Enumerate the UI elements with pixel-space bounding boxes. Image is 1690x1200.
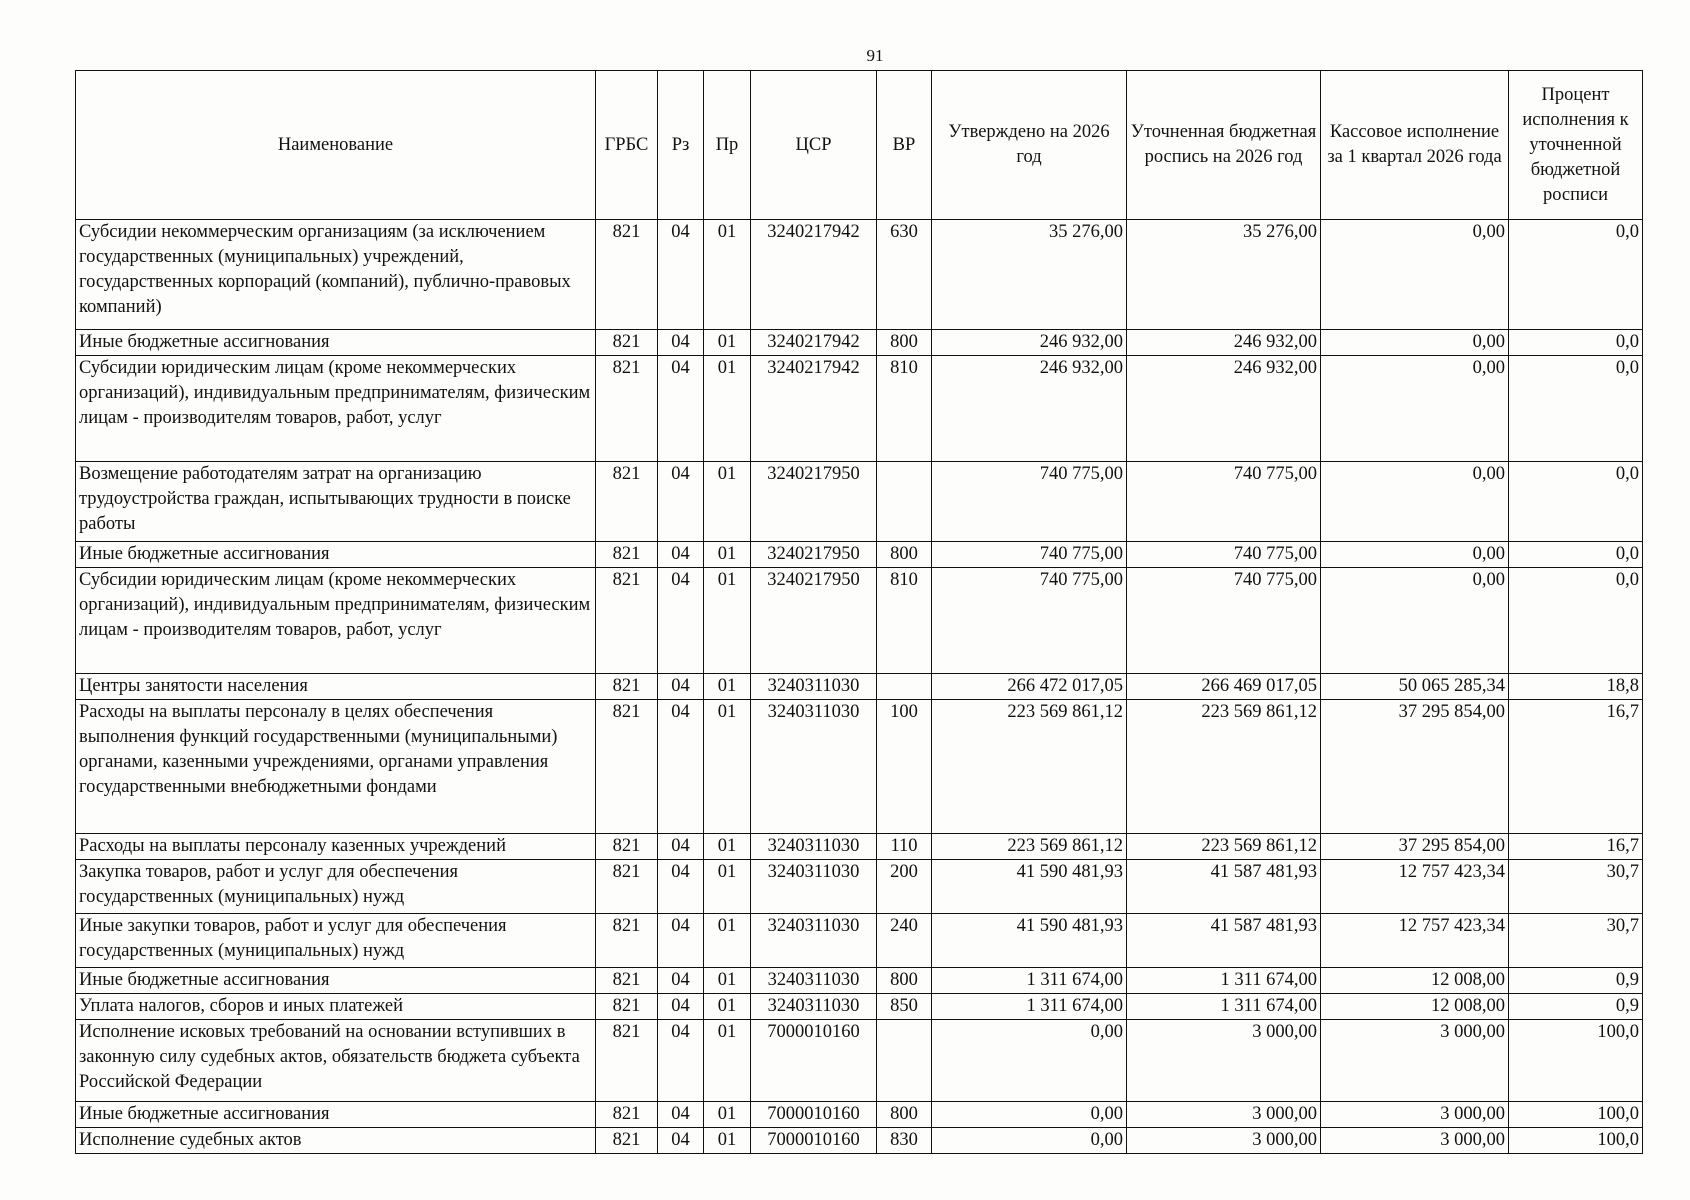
- table-row: [76, 542, 1643, 568]
- header-grbs: ГРБС: [596, 71, 658, 220]
- cell-csr: 3240217942: [751, 356, 877, 462]
- cell-rz: 04: [658, 220, 704, 330]
- cell-cash: 37 295 854,00: [1321, 834, 1509, 860]
- cell-name: Центры занятости населения: [76, 674, 596, 700]
- cell-percent: 0,0: [1509, 568, 1643, 674]
- cell-csr: 3240217950: [751, 462, 877, 542]
- cell-name: Иные бюджетные ассигнования: [76, 542, 596, 568]
- cell-grbs: 821: [596, 860, 658, 914]
- cell-name: Закупка товаров, работ и услуг для обеспечения государственных (муниципальных) нужд: [76, 860, 596, 914]
- cell-pr: 01: [704, 700, 751, 834]
- cell-csr: 3240311030: [751, 914, 877, 968]
- cell-pr: 01: [704, 914, 751, 968]
- cell-csr: 3240311030: [751, 700, 877, 834]
- cell-approved: 0,00: [932, 1128, 1127, 1154]
- cell-refined: 740 775,00: [1127, 462, 1321, 542]
- cell-csr: 7000010160: [751, 1020, 877, 1102]
- cell-cash: 50 065 285,34: [1321, 674, 1509, 700]
- cell-approved: 1 311 674,00: [932, 994, 1127, 1020]
- cell-name: Субсидии некоммерческим организациям (за исключением государственных (муниципальных) учреждений, государственных корпораций (компаний), публично-правовых компаний): [76, 220, 596, 330]
- table-row: [76, 462, 1643, 542]
- cell-grbs: 821: [596, 834, 658, 860]
- cell-vr: 200: [877, 860, 932, 914]
- cell-grbs: 821: [596, 994, 658, 1020]
- cell-cash: 0,00: [1321, 330, 1509, 356]
- cell-refined: 266 469 017,05: [1127, 674, 1321, 700]
- cell-cash: 12 757 423,34: [1321, 914, 1509, 968]
- cell-approved: 246 932,00: [932, 330, 1127, 356]
- cell-refined: 41 587 481,93: [1127, 860, 1321, 914]
- cell-cash: 0,00: [1321, 462, 1509, 542]
- cell-approved: 41 590 481,93: [932, 860, 1127, 914]
- header-percent: Процент исполнения к уточненной бюджетной росписи: [1509, 71, 1643, 220]
- cell-rz: 04: [658, 860, 704, 914]
- cell-rz: 04: [658, 542, 704, 568]
- cell-pr: 01: [704, 968, 751, 994]
- cell-pr: 01: [704, 568, 751, 674]
- cell-approved: 41 590 481,93: [932, 914, 1127, 968]
- cell-grbs: 821: [596, 1102, 658, 1128]
- cell-name: Возмещение работодателям затрат на организацию трудоустройства граждан, испытывающих трудности в поиске работы: [76, 462, 596, 542]
- cell-vr: [877, 462, 932, 542]
- cell-rz: 04: [658, 330, 704, 356]
- cell-approved: 266 472 017,05: [932, 674, 1127, 700]
- cell-rz: 04: [658, 1102, 704, 1128]
- cell-rz: 04: [658, 914, 704, 968]
- header-cash: Кассовое исполнение за 1 квартал 2026 года: [1321, 71, 1509, 220]
- cell-name: Иные бюджетные ассигнования: [76, 330, 596, 356]
- cell-cash: 0,00: [1321, 220, 1509, 330]
- cell-rz: 04: [658, 1128, 704, 1154]
- cell-cash: 12 757 423,34: [1321, 860, 1509, 914]
- cell-approved: 0,00: [932, 1020, 1127, 1102]
- header-vr: ВР: [877, 71, 932, 220]
- cell-csr: 3240311030: [751, 968, 877, 994]
- cell-pr: 01: [704, 1102, 751, 1128]
- cell-refined: 740 775,00: [1127, 542, 1321, 568]
- cell-vr: 810: [877, 568, 932, 674]
- cell-rz: 04: [658, 462, 704, 542]
- cell-name: Расходы на выплаты персоналу казенных учреждений: [76, 834, 596, 860]
- cell-pr: 01: [704, 834, 751, 860]
- cell-vr: 830: [877, 1128, 932, 1154]
- cell-grbs: 821: [596, 568, 658, 674]
- cell-grbs: 821: [596, 700, 658, 834]
- cell-pr: 01: [704, 994, 751, 1020]
- cell-approved: 0,00: [932, 1102, 1127, 1128]
- cell-approved: 223 569 861,12: [932, 700, 1127, 834]
- header-approved: Утверждено на 2026 год: [932, 71, 1127, 220]
- cell-name: Исполнение исковых требований на основании вступивших в законную силу судебных актов, обязательств бюджета субъекта Российской Федерации: [76, 1020, 596, 1102]
- cell-approved: 246 932,00: [932, 356, 1127, 462]
- cell-rz: 04: [658, 700, 704, 834]
- cell-percent: 100,0: [1509, 1020, 1643, 1102]
- cell-pr: 01: [704, 1020, 751, 1102]
- cell-approved: 1 311 674,00: [932, 968, 1127, 994]
- table-row: [76, 220, 1643, 330]
- cell-vr: 240: [877, 914, 932, 968]
- cell-pr: 01: [704, 356, 751, 462]
- cell-refined: 3 000,00: [1127, 1102, 1321, 1128]
- cell-pr: 01: [704, 860, 751, 914]
- table-row: [76, 356, 1643, 462]
- cell-approved: 35 276,00: [932, 220, 1127, 330]
- cell-cash: 3 000,00: [1321, 1128, 1509, 1154]
- cell-csr: 7000010160: [751, 1102, 877, 1128]
- cell-grbs: 821: [596, 542, 658, 568]
- cell-csr: 3240217942: [751, 330, 877, 356]
- cell-percent: 0,0: [1509, 542, 1643, 568]
- cell-vr: 800: [877, 542, 932, 568]
- table-row: [76, 834, 1643, 860]
- table-row: [76, 1128, 1643, 1154]
- cell-vr: 110: [877, 834, 932, 860]
- cell-csr: 7000010160: [751, 1128, 877, 1154]
- cell-rz: 04: [658, 968, 704, 994]
- cell-approved: 740 775,00: [932, 542, 1127, 568]
- cell-csr: 3240311030: [751, 674, 877, 700]
- header-refined: Уточненная бюджетная роспись на 2026 год: [1127, 71, 1321, 220]
- cell-csr: 3240311030: [751, 834, 877, 860]
- cell-refined: 3 000,00: [1127, 1020, 1321, 1102]
- table-row: [76, 674, 1643, 700]
- cell-rz: 04: [658, 674, 704, 700]
- cell-pr: 01: [704, 542, 751, 568]
- cell-cash: 37 295 854,00: [1321, 700, 1509, 834]
- cell-vr: 800: [877, 968, 932, 994]
- cell-csr: 3240311030: [751, 994, 877, 1020]
- page-number: 91: [866, 46, 884, 65]
- cell-percent: 16,7: [1509, 834, 1643, 860]
- cell-cash: 3 000,00: [1321, 1020, 1509, 1102]
- cell-name: Иные бюджетные ассигнования: [76, 1102, 596, 1128]
- cell-refined: 223 569 861,12: [1127, 834, 1321, 860]
- cell-percent: 0,0: [1509, 220, 1643, 330]
- cell-vr: 810: [877, 356, 932, 462]
- cell-refined: 3 000,00: [1127, 1128, 1321, 1154]
- cell-csr: 3240217950: [751, 542, 877, 568]
- cell-refined: 35 276,00: [1127, 220, 1321, 330]
- table-row: [76, 968, 1643, 994]
- header-name: Наименование: [76, 71, 596, 220]
- cell-percent: 0,0: [1509, 356, 1643, 462]
- cell-grbs: 821: [596, 220, 658, 330]
- cell-pr: 01: [704, 330, 751, 356]
- cell-csr: 3240217942: [751, 220, 877, 330]
- cell-cash: 12 008,00: [1321, 994, 1509, 1020]
- table-header: [76, 71, 1643, 220]
- cell-pr: 01: [704, 220, 751, 330]
- header-pr: Пр: [704, 71, 751, 220]
- cell-grbs: 821: [596, 356, 658, 462]
- cell-refined: 41 587 481,93: [1127, 914, 1321, 968]
- cell-rz: 04: [658, 1020, 704, 1102]
- budget-execution-table: [75, 70, 1643, 1154]
- cell-vr: [877, 1020, 932, 1102]
- cell-refined: 246 932,00: [1127, 330, 1321, 356]
- cell-cash: 0,00: [1321, 568, 1509, 674]
- table-row: [76, 994, 1643, 1020]
- cell-rz: 04: [658, 356, 704, 462]
- cell-grbs: 821: [596, 674, 658, 700]
- cell-csr: 3240217950: [751, 568, 877, 674]
- cell-grbs: 821: [596, 330, 658, 356]
- cell-approved: 740 775,00: [932, 568, 1127, 674]
- cell-percent: 0,9: [1509, 968, 1643, 994]
- cell-grbs: 821: [596, 968, 658, 994]
- cell-percent: 0,9: [1509, 994, 1643, 1020]
- header-csr: ЦСР: [751, 71, 877, 220]
- cell-percent: 0,0: [1509, 330, 1643, 356]
- cell-grbs: 821: [596, 914, 658, 968]
- cell-vr: [877, 674, 932, 700]
- cell-rz: 04: [658, 834, 704, 860]
- cell-percent: 100,0: [1509, 1128, 1643, 1154]
- cell-percent: 16,7: [1509, 700, 1643, 834]
- cell-name: Расходы на выплаты персоналу в целях обеспечения выполнения функций государственными (муниципальными) органами, казенными учреждениями, органами управления государственными внебюджетными фондами: [76, 700, 596, 834]
- cell-name: Иные закупки товаров, работ и услуг для обеспечения государственных (муниципальных) нужд: [76, 914, 596, 968]
- cell-rz: 04: [658, 994, 704, 1020]
- cell-percent: 18,8: [1509, 674, 1643, 700]
- table-row: [76, 568, 1643, 674]
- cell-grbs: 821: [596, 462, 658, 542]
- header-rz: Рз: [658, 71, 704, 220]
- cell-vr: 800: [877, 1102, 932, 1128]
- cell-refined: 1 311 674,00: [1127, 968, 1321, 994]
- table-row: [76, 1020, 1643, 1102]
- cell-vr: 630: [877, 220, 932, 330]
- table-row: [76, 700, 1643, 834]
- cell-pr: 01: [704, 1128, 751, 1154]
- cell-refined: 1 311 674,00: [1127, 994, 1321, 1020]
- cell-pr: 01: [704, 674, 751, 700]
- cell-grbs: 821: [596, 1020, 658, 1102]
- cell-approved: 223 569 861,12: [932, 834, 1127, 860]
- cell-name: Уплата налогов, сборов и иных платежей: [76, 994, 596, 1020]
- cell-grbs: 821: [596, 1128, 658, 1154]
- table-row: [76, 860, 1643, 914]
- cell-cash: 0,00: [1321, 542, 1509, 568]
- cell-name: Иные бюджетные ассигнования: [76, 968, 596, 994]
- table-row: [76, 1102, 1643, 1128]
- cell-vr: 800: [877, 330, 932, 356]
- cell-approved: 740 775,00: [932, 462, 1127, 542]
- cell-cash: 3 000,00: [1321, 1102, 1509, 1128]
- cell-cash: 12 008,00: [1321, 968, 1509, 994]
- table-body: [76, 220, 1643, 1154]
- table-row: [76, 914, 1643, 968]
- cell-refined: 246 932,00: [1127, 356, 1321, 462]
- cell-percent: 30,7: [1509, 914, 1643, 968]
- cell-name: Исполнение судебных актов: [76, 1128, 596, 1154]
- cell-vr: 100: [877, 700, 932, 834]
- cell-csr: 3240311030: [751, 860, 877, 914]
- cell-cash: 0,00: [1321, 356, 1509, 462]
- cell-name: Субсидии юридическим лицам (кроме некоммерческих организаций), индивидуальным предпринимателям, физическим лицам - производителям товаров, работ, услуг: [76, 356, 596, 462]
- cell-percent: 0,0: [1509, 462, 1643, 542]
- cell-percent: 100,0: [1509, 1102, 1643, 1128]
- cell-percent: 30,7: [1509, 860, 1643, 914]
- cell-rz: 04: [658, 568, 704, 674]
- cell-refined: 223 569 861,12: [1127, 700, 1321, 834]
- table-row: [76, 330, 1643, 356]
- cell-refined: 740 775,00: [1127, 568, 1321, 674]
- cell-name: Субсидии юридическим лицам (кроме некоммерческих организаций), индивидуальным предпринимателям, физическим лицам - производителям товаров, работ, услуг: [76, 568, 596, 674]
- cell-pr: 01: [704, 462, 751, 542]
- cell-vr: 850: [877, 994, 932, 1020]
